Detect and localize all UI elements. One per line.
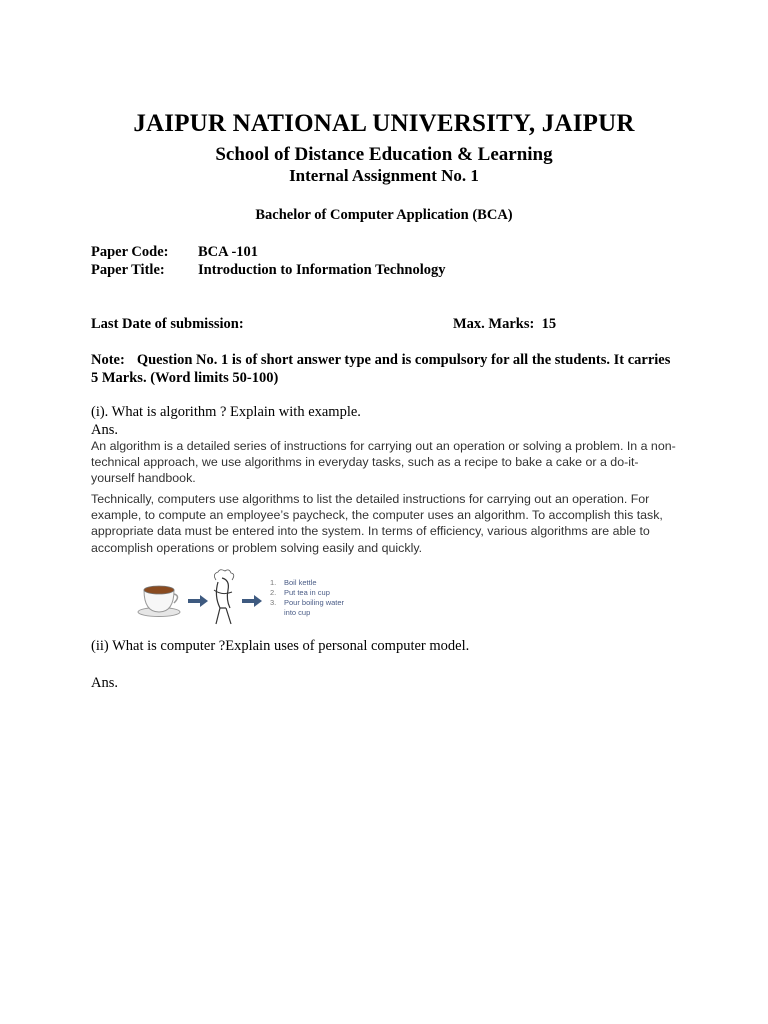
paper-code-label: Paper Code:	[91, 244, 169, 260]
note	[91, 351, 681, 387]
school-name: School of Distance Education & Learning	[215, 144, 553, 165]
answer-1-label: Ans.	[91, 422, 118, 438]
paper-code-row	[91, 244, 258, 261]
question-2: (ii) What is computer ?Explain uses of personal computer model.	[91, 638, 470, 654]
note-label: Note:	[91, 352, 125, 368]
answer-1-paragraph-2: Technically, computers use algorithms to list the detailed instructions for carrying out an operation. For example, to compute an employee’s paycheck, the computer uses an algorithm. To accomplish this task, appropriate data must be entered into the system. In terms of efficiency, various algorithms are able to accomplish operations or problem solving easily and quickly.	[91, 492, 663, 555]
algorithm-steps-list	[270, 578, 358, 618]
step-item: 3. Pour boiling water into cup	[270, 598, 345, 617]
max-marks-label: Max. Marks:	[453, 316, 535, 332]
paper-title-value: Introduction to Information Technology	[198, 262, 446, 278]
paper-title-row	[91, 262, 445, 279]
teacup-icon	[138, 586, 180, 617]
step-item: 1. Boil kettle	[270, 578, 317, 587]
max-marks-value: 15	[541, 316, 557, 332]
question-1: (i). What is algorithm ? Explain with example.	[91, 404, 361, 420]
answer-2-label: Ans.	[91, 675, 118, 691]
assignment-number: Internal Assignment No. 1	[289, 166, 479, 185]
answer-1-paragraph-1: An algorithm is a detailed series of instructions for carrying out an operation or solving a problem. In a non-technical approach, we use algorithms in everyday tasks, such as a recipe to bake a cake or a do-it-yourself handbook.	[91, 439, 676, 486]
paper-code-value: BCA -101	[198, 244, 259, 260]
arrow-right-icon	[188, 595, 208, 607]
max-marks	[453, 316, 556, 333]
program-name: Bachelor of Computer Application (BCA)	[255, 207, 513, 223]
person-thinking-icon	[214, 570, 234, 624]
arrow-right-icon	[242, 595, 262, 607]
note-text: Question No. 1 is of short answer type and is compulsory for all the students. It carries 5 Marks. (Word limits 50-100)	[91, 352, 671, 386]
paper-title-label: Paper Title:	[91, 262, 165, 278]
university-title: JAIPUR NATIONAL UNIVERSITY, JAIPUR	[133, 110, 635, 137]
step-item: 2. Put tea in cup	[270, 588, 330, 597]
last-date-label: Last Date of submission:	[91, 316, 244, 332]
